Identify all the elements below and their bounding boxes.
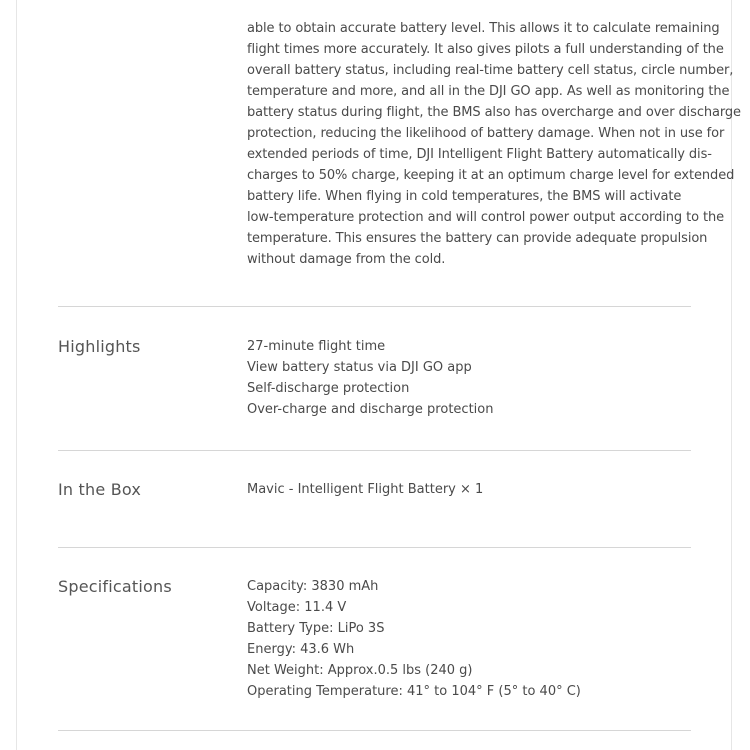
description-line: flight times more accurately. It also gives pilots a full understanding of the [247,42,724,57]
section-divider [58,547,691,548]
description-line: temperature and more, and all in the DJI GO app. As well as monitoring the [247,84,730,99]
description-line: low-temperature protection and will control power output according to the [247,210,725,225]
highlights-list [247,336,493,420]
description-line: charges to 50% charge, keeping it at an optimum charge level for extended [247,168,735,183]
description-line: able to obtain accurate battery level. This allows it to calculate remaining [247,21,720,36]
description-line: temperature. This ensures the battery can provide adequate propulsion [247,231,708,246]
spec-item: Voltage: 11.4 V [247,600,347,615]
spec-item: Energy: 43.6 Wh [247,642,355,657]
description-line: battery life. When flying in cold temperatures, the BMS will activate [247,189,682,204]
highlights-heading: Highlights [58,337,141,356]
highlight-item: 27-minute flight time [247,339,386,354]
in-the-box-heading: In the Box [58,480,142,499]
in-the-box-list [247,479,483,500]
section-divider [58,450,691,451]
description-line: protection, reducing the likelihood of battery damage. When not in use for [247,126,725,141]
specifications-list [247,576,581,702]
spec-item: Capacity: 3830 mAh [247,579,379,594]
battery-description [247,18,741,270]
description-line: extended periods of time, DJI Intelligent Flight Battery automatically dis- [247,147,712,162]
highlight-item: View battery status via DJI GO app [247,360,472,375]
spec-item: Net Weight: Approx.0.5 lbs (240 g) [247,663,473,678]
spec-item: Battery Type: LiPo 3S [247,621,385,636]
description-line: battery status during flight, the BMS also has overcharge and over discharge [247,105,741,120]
highlight-item: Over-charge and discharge protection [247,402,494,417]
box-item: Mavic - Intelligent Flight Battery × 1 [247,482,484,497]
highlight-item: Self-discharge protection [247,381,410,396]
spec-item: Operating Temperature: 41° to 104° F (5° to 40° C) [247,684,581,699]
description-line: overall battery status, including real-time battery cell status, circle number, [247,63,734,78]
section-divider [58,306,691,307]
section-divider [58,730,691,731]
specifications-heading: Specifications [58,577,172,596]
description-line: without damage from the cold. [247,252,446,267]
